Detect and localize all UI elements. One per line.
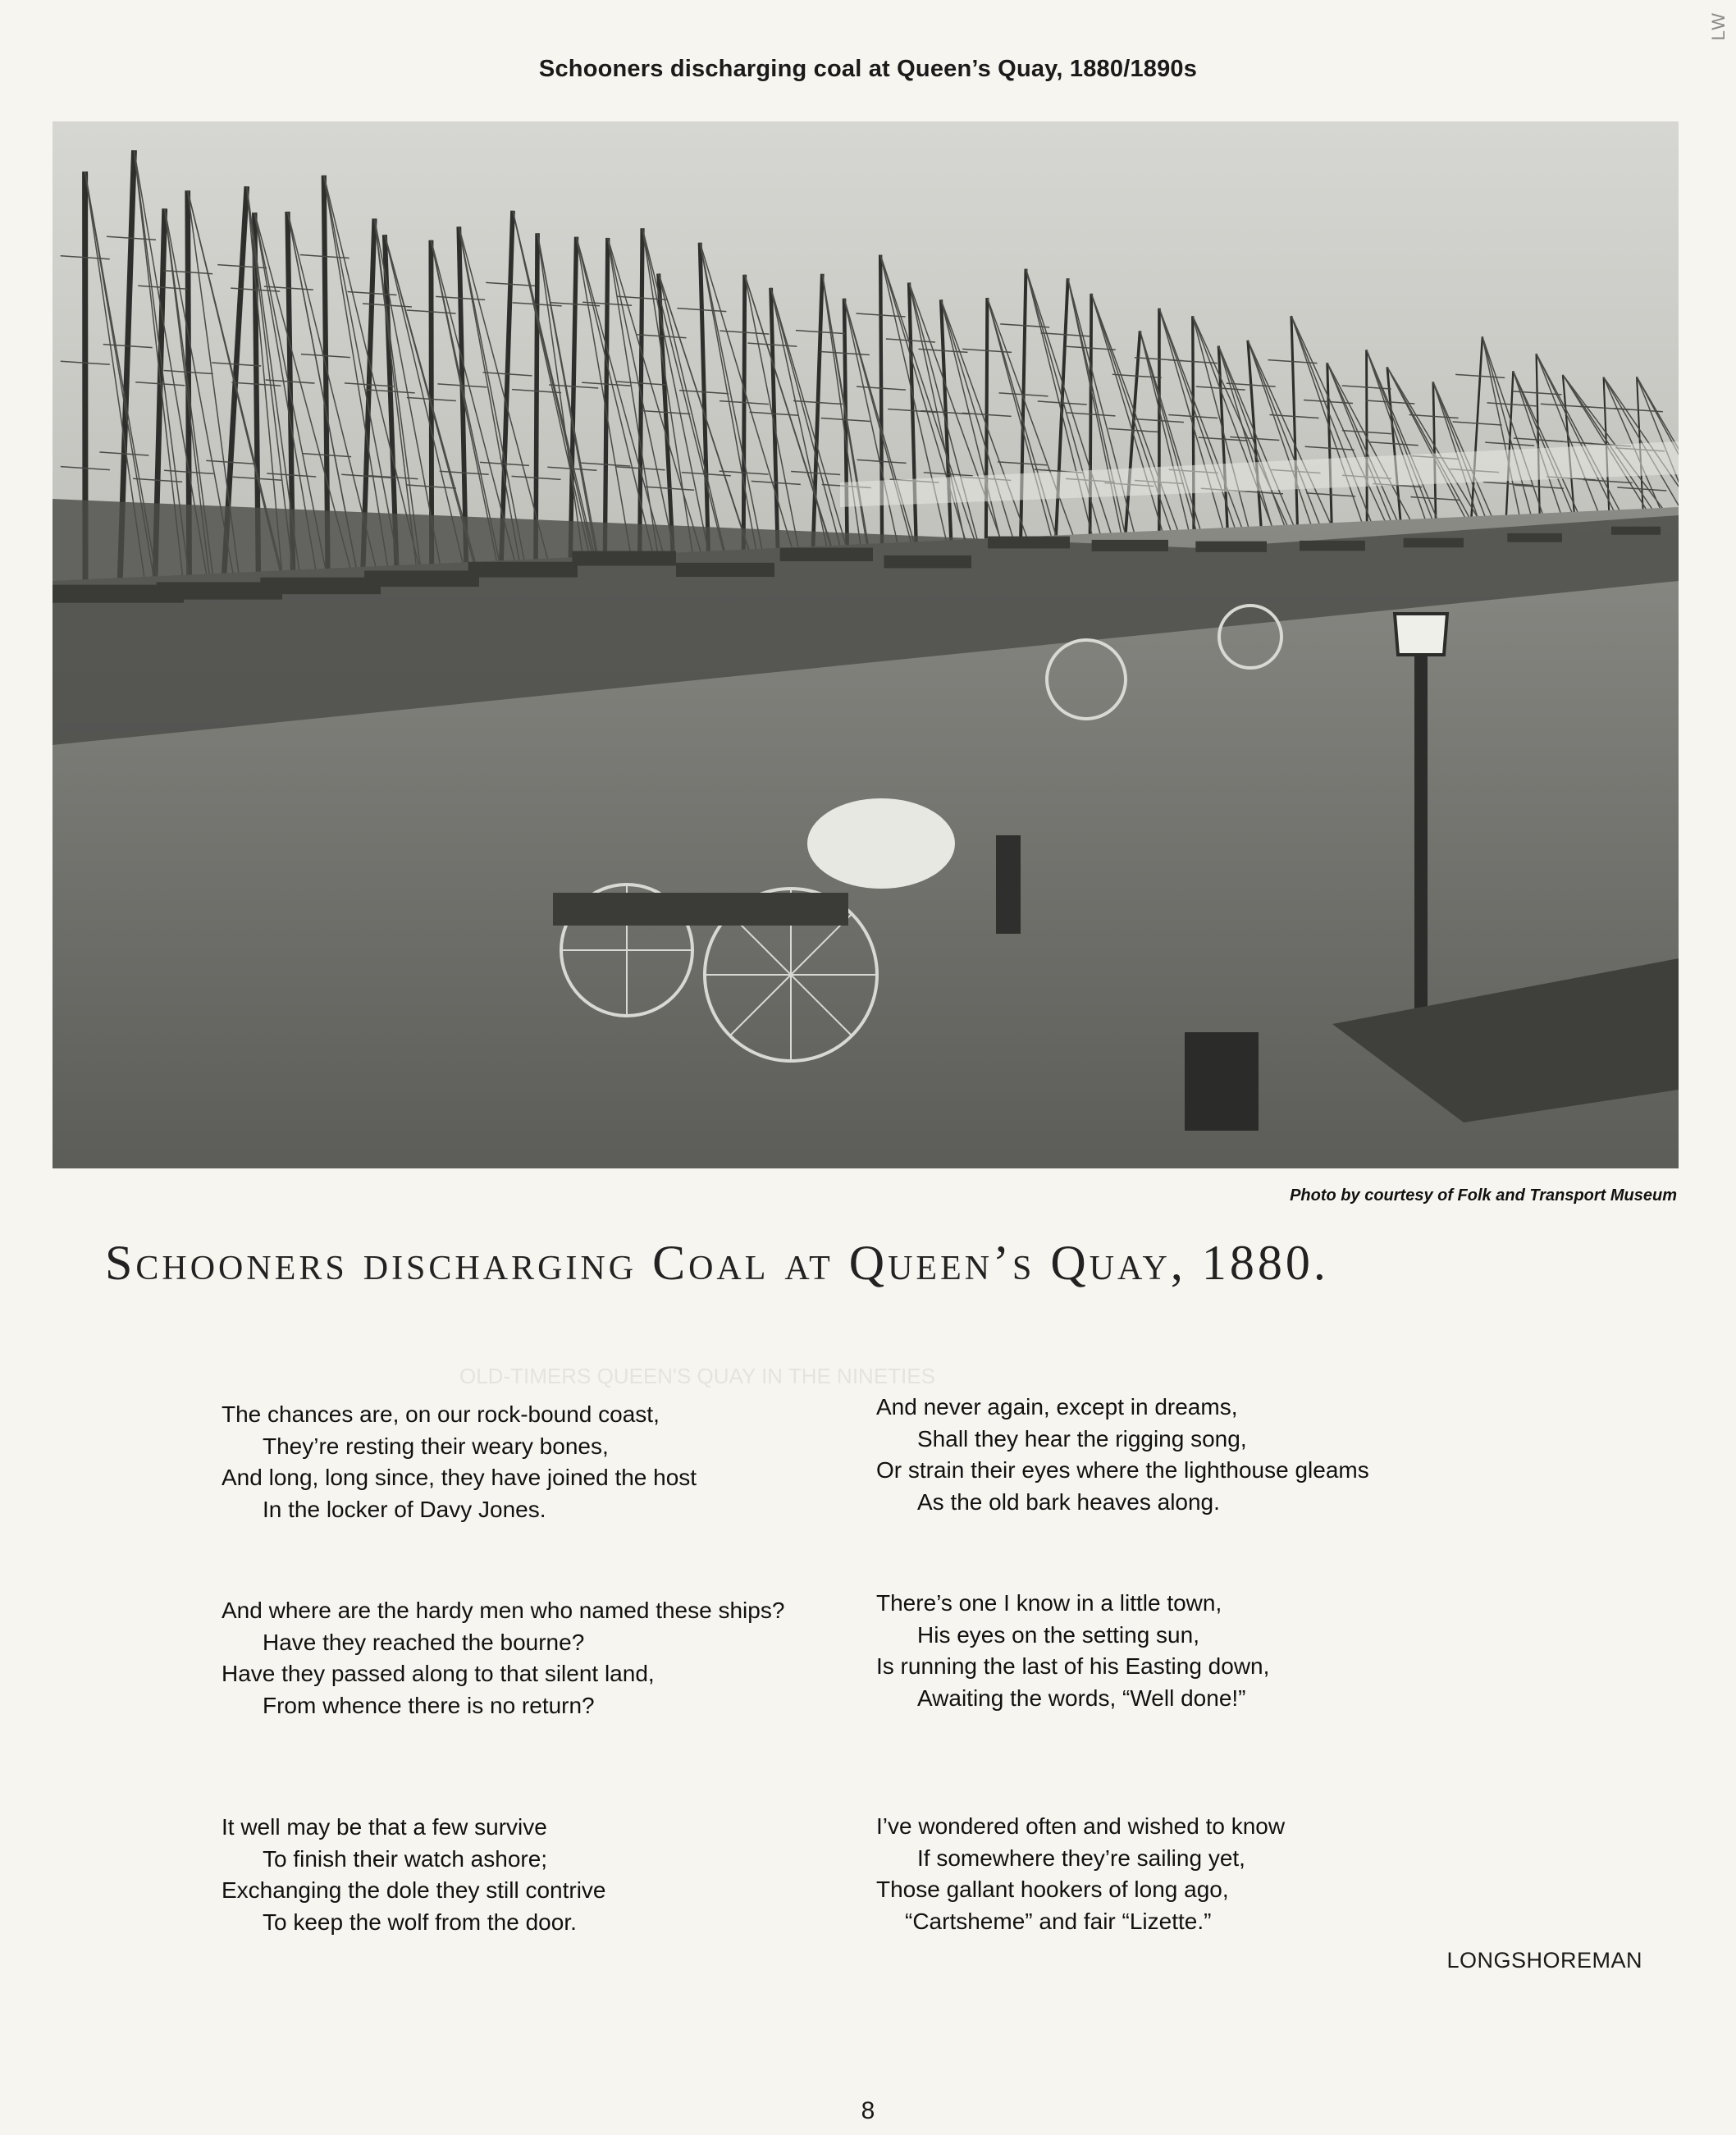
stanza <box>222 1812 784 1938</box>
poem-line: Is running the last of his Easting down, <box>876 1653 1270 1679</box>
photo-illustration <box>53 121 1679 1168</box>
poem-line: His eyes on the setting sun, <box>917 1621 1199 1648</box>
mast-line <box>1090 294 1091 558</box>
poem-left-column <box>222 1399 784 1938</box>
poem-line: There’s one I know in a little town, <box>876 1590 1222 1616</box>
mast-line <box>605 238 607 560</box>
ship-hull <box>260 578 381 594</box>
historic-photo <box>53 121 1679 1168</box>
poem-line: To finish their watch ashore; <box>263 1845 548 1872</box>
poem-line: To keep the wolf from the door. <box>263 1909 577 1935</box>
poem-line: Shall they hear the rigging song, <box>917 1425 1247 1452</box>
bleed-through-text: OLD-TIMERS QUEEN'S QUAY IN THE NINETIES <box>459 1364 935 1388</box>
poem-line: From whence there is no return? <box>263 1692 595 1718</box>
poem-line: It well may be that a few survive <box>222 1814 547 1840</box>
ship-hull <box>884 555 971 569</box>
photo-caption: Schooners discharging coal at Queen’s Quay, 1880/1890s <box>538 56 1198 82</box>
poem-line: The chances are, on our rock-bound coast, <box>222 1401 660 1427</box>
poem-line: And long, long since, they have joined the host <box>222 1465 697 1490</box>
stanza <box>222 1595 784 1721</box>
poem-line: Have they passed along to that silent land, <box>222 1661 655 1686</box>
ship-hull <box>1195 542 1267 552</box>
poem-line: Exchanging the dole they still contrive <box>222 1877 606 1903</box>
ship-hull <box>1300 541 1365 551</box>
poem-line: They’re resting their weary bones, <box>263 1433 609 1459</box>
ship-hull <box>364 571 479 587</box>
poem-line: Have they reached the bourne? <box>263 1629 585 1655</box>
poem-line: Or strain their eyes where the lighthouse gleams <box>876 1457 1369 1483</box>
ship-hull <box>1404 538 1464 548</box>
ship-hull <box>1507 533 1562 542</box>
side-mark: LW <box>1708 11 1729 41</box>
poem-right-column <box>876 1392 1369 1937</box>
ship-hull <box>572 551 676 566</box>
poem-author: LONGSHOREMAN <box>1446 1948 1642 1973</box>
poem-line: Awaiting the words, “Well done!” <box>917 1685 1246 1711</box>
poem-line: As the old bark heaves along. <box>917 1488 1220 1515</box>
ship-hull <box>1611 527 1661 535</box>
photo-credit: Photo by courtesy of Folk and Transport Museum <box>1290 1186 1677 1205</box>
stanza <box>876 1811 1369 1937</box>
stanza <box>876 1392 1369 1518</box>
stanza <box>222 1399 784 1525</box>
ship-hull <box>468 562 578 578</box>
ship-hull <box>1092 540 1168 551</box>
ship-hull <box>676 563 774 577</box>
poem-line: I’ve wondered often and wished to know <box>876 1813 1286 1839</box>
mast-line <box>743 275 744 555</box>
poem-line: If somewhere they’re sailing yet, <box>917 1845 1245 1871</box>
poem-line: Those gallant hookers of long ago, <box>876 1877 1229 1902</box>
page-number: 8 <box>861 2097 875 2124</box>
mast-line <box>1367 350 1368 528</box>
ship-hull <box>988 537 1070 549</box>
engraved-title: Schooners discharging Coal at Queen’s Quay, 1880. <box>105 1236 1329 1290</box>
poem-line: In the locker of Davy Jones. <box>263 1496 546 1522</box>
poem-line: And never again, except in dreams, <box>876 1394 1238 1420</box>
poem-line: “Cartsheme” and fair “Lizette.” <box>905 1908 1212 1934</box>
stanza <box>876 1588 1369 1714</box>
poem-line: And where are the hardy men who named these ships? <box>222 1598 785 1623</box>
ship-hull <box>780 548 873 561</box>
